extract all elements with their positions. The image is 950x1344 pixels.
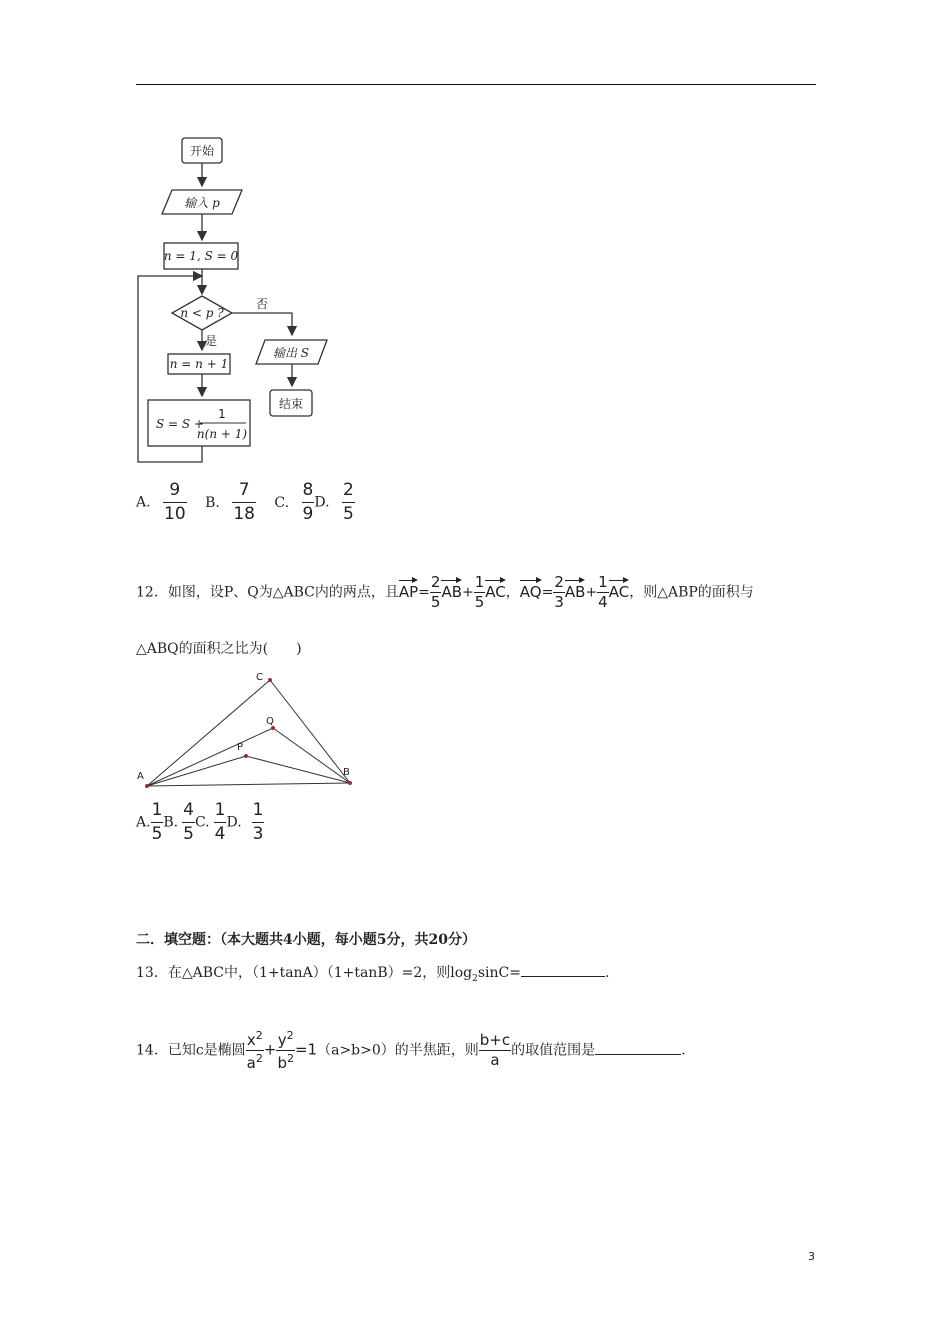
q11-option-c-label: C. <box>274 494 290 511</box>
q12-option-a-frac: $\frac{1}{5}$ <box>151 800 163 844</box>
point-a <box>145 784 149 788</box>
q12-frac-4: $\frac{1}{4}$ <box>598 573 608 611</box>
q12-line2: △ABQ的面积之比为( ) <box>136 641 302 657</box>
update-den: n(n + 1) <box>196 427 248 441</box>
q11-option-a-frac: $\frac{9}{10}$ <box>164 480 186 524</box>
q14-plus: + <box>263 1040 277 1059</box>
point-b <box>348 781 352 785</box>
q12-suffix: ，则△ABP的面积与 <box>629 584 754 601</box>
q13-answer-blank[interactable] <box>521 976 605 977</box>
label-q: Q <box>266 716 274 727</box>
vector-ac-2: AC <box>608 582 630 601</box>
vector-ap: AP <box>398 582 419 601</box>
header-rule <box>136 84 816 85</box>
q12-frac-1: $\frac{2}{5}$ <box>430 573 441 611</box>
q11-option-b-label: B. <box>205 494 220 511</box>
update-num: 1 <box>218 407 226 421</box>
q12-option-b-label: B. <box>163 814 179 831</box>
q12-option-d-label: D. <box>226 814 242 831</box>
q12-prefix: 12．如图，设P、Q为△ABC内的两点，且 <box>136 584 399 601</box>
update-lhs: S = S + <box>156 417 204 431</box>
q12-comma: ， <box>505 584 520 601</box>
q11-option-d-frac: $\frac{2}{5}$ <box>343 480 354 524</box>
q11-option-c-frac: $\frac{8}{9}$ <box>302 480 314 524</box>
q12-option-a-label: A. <box>136 814 151 831</box>
vector-ab-2: AB <box>564 582 586 601</box>
q12-option-b-frac: $\frac{4}{5}$ <box>183 800 194 844</box>
section-heading: 二．填空题：（本大题共4小题，每小题5分，共20分） <box>136 932 476 948</box>
output-label: 输出 S <box>272 346 310 360</box>
q12-option-c-frac: $\frac{1}{4}$ <box>214 800 226 844</box>
q14-frac-x: $\frac{x^2}{a^2}$ <box>246 1029 263 1072</box>
q14-suffix: 的取值范围是 <box>511 1042 596 1059</box>
start-label: 开始 <box>189 144 215 158</box>
vector-aq: AQ <box>519 582 542 601</box>
q12-eq-2: = <box>541 584 554 601</box>
q14 <box>136 1030 686 1071</box>
q14-answer-blank[interactable] <box>595 1054 681 1055</box>
q12-eq: = <box>418 584 430 601</box>
q12-plus: + <box>462 584 474 601</box>
q11-option-b-frac: $\frac{7}{18}$ <box>233 480 255 524</box>
q11-option-d-label: D. <box>314 494 330 511</box>
q11-option-a-label: A. <box>136 494 151 511</box>
yes-label: 是 <box>205 334 218 348</box>
q12-options <box>136 802 264 843</box>
label-a: A <box>137 771 144 782</box>
q12-frac-2: $\frac{1}{5}$ <box>474 573 485 611</box>
point-p <box>244 754 248 758</box>
input-label: 输入 p <box>184 196 220 210</box>
q13-sub: 2 <box>472 973 478 984</box>
flowchart <box>130 130 340 470</box>
q12-frac-3: $\frac{2}{3}$ <box>554 573 564 611</box>
q14-prefix: 14．已知c是椭圆 <box>136 1042 246 1059</box>
q13 <box>136 962 609 984</box>
no-label: 否 <box>256 297 269 311</box>
q14-cond: （a>b>0）的半焦距，则 <box>317 1042 479 1059</box>
q13-text: 13．在△ABC中，（1+tanA）（1+tanB）=2，则log <box>136 965 473 981</box>
q14-frac-bc: $\frac{b+c}{a}$ <box>479 1031 511 1069</box>
q12-line1 <box>136 575 754 610</box>
triangle-figure <box>132 668 362 793</box>
label-c: C <box>256 672 263 683</box>
point-c <box>268 678 272 682</box>
q11-options <box>136 482 355 523</box>
label-b: B <box>343 767 350 778</box>
q12-option-d-frac: $\frac{1}{3}$ <box>252 800 264 844</box>
vector-ac: AC <box>485 582 506 601</box>
init-label: n = 1, S = 0 <box>163 249 239 263</box>
q14-end: . <box>681 1042 686 1059</box>
page-number: 3 <box>808 1250 815 1263</box>
end-label: 结束 <box>278 397 304 411</box>
increment-label: n = n + 1 <box>169 357 229 371</box>
q12-option-c-label: C. <box>194 814 210 831</box>
q12-plus-2: + <box>585 584 598 601</box>
q14-frac-y: $\frac{y^2}{b^2}$ <box>277 1029 294 1072</box>
vector-ab: AB <box>441 582 463 601</box>
q13-end: . <box>604 965 610 981</box>
condition-label: n < p ? <box>180 306 224 320</box>
q13-after: sinC= <box>477 965 521 981</box>
label-p: P <box>237 742 244 753</box>
q14-eq1: =1 <box>294 1040 318 1059</box>
